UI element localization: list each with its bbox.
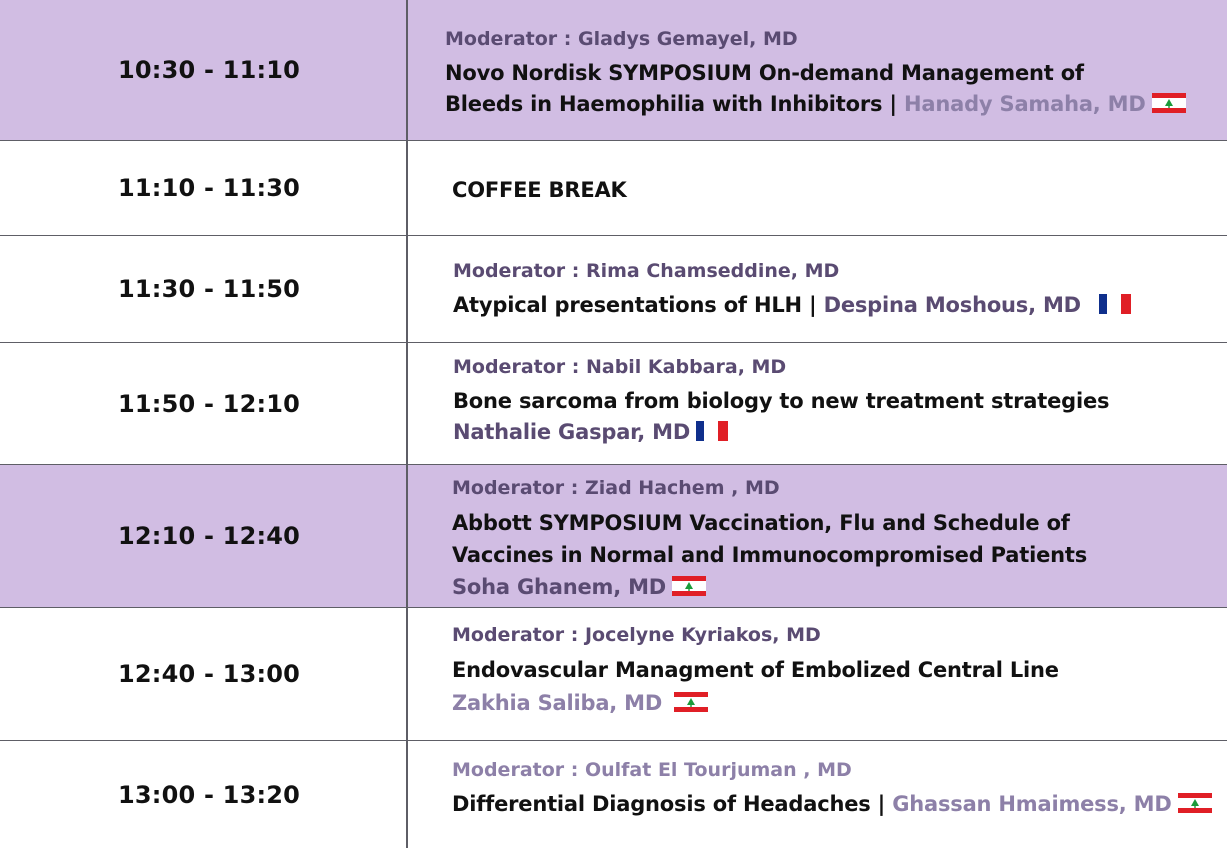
session-title-line: Bleeds in Haemophilia with Inhibitors |: [445, 92, 905, 116]
moderator-label: Moderator : Oulfat El Tourjuman , MD: [452, 759, 852, 781]
column-divider: [406, 608, 408, 740]
session-title-line: Novo Nordisk SYMPOSIUM On-demand Management of: [445, 61, 1084, 85]
france-flag-icon: [696, 421, 728, 441]
session-content: [453, 260, 1131, 321]
session-time: 12:10 - 12:40: [118, 522, 301, 550]
column-divider: [406, 236, 408, 342]
session-title-text: Differential Diagnosis of Headaches |: [452, 792, 893, 816]
moderator-label: Moderator : Jocelyne Kyriakos, MD: [452, 624, 821, 646]
moderator-label: Moderator : Nabil Kabbara, MD: [453, 356, 787, 378]
session-title-line: Vaccines in Normal and Immunocompromised Patients: [452, 543, 1088, 567]
session-title: COFFEE BREAK: [452, 178, 627, 202]
session-title: [453, 386, 1109, 448]
session-time: 11:50 - 12:10: [118, 389, 301, 418]
moderator-label: Moderator : Rima Chamseddine, MD: [453, 260, 840, 282]
schedule-row: [0, 141, 1227, 236]
lebanon-flag-icon: [1152, 93, 1186, 113]
column-divider: [406, 141, 408, 235]
session-time: 11:10 - 11:30: [118, 174, 301, 202]
session-time: 12:40 - 13:00: [118, 660, 301, 688]
column-divider: [406, 0, 408, 140]
moderator-label: Moderator : Ziad Hachem , MD: [452, 477, 780, 499]
schedule-row: [0, 465, 1227, 608]
schedule-row: [0, 0, 1227, 141]
session-title-text: Atypical presentations of HLH |: [453, 293, 824, 317]
session-title-line: Endovascular Managment of Embolized Central Line: [452, 658, 1059, 682]
schedule-row: [0, 343, 1227, 465]
session-title: [453, 290, 1131, 321]
session-title: [452, 789, 1212, 820]
speaker-name: Nathalie Gaspar, MD: [453, 420, 691, 444]
session-content: [445, 28, 1186, 120]
session-content: [452, 477, 1087, 603]
session-time: 10:30 - 11:10: [118, 56, 301, 84]
session-content: [452, 624, 1059, 720]
column-divider: [406, 741, 408, 848]
session-title: [452, 654, 1059, 720]
session-content: [453, 356, 1109, 448]
session-time: 11:30 - 11:50: [118, 275, 301, 303]
lebanon-flag-icon: [674, 692, 708, 712]
lebanon-flag-icon: [1178, 793, 1212, 813]
session-title: [445, 58, 1186, 120]
moderator-label: Moderator : Gladys Gemayel, MD: [445, 28, 798, 50]
session-content: [452, 759, 1212, 820]
schedule-row: [0, 608, 1227, 741]
session-content: [452, 175, 627, 206]
speaker-name: Ghassan Hmaimess, MD: [892, 792, 1172, 816]
column-divider: [406, 343, 408, 464]
session-title: [452, 507, 1087, 603]
session-title-line: Bone sarcoma from biology to new treatment strategies: [453, 389, 1110, 413]
session-title-line: Abbott SYMPOSIUM Vaccination, Flu and Schedule of: [452, 511, 1070, 535]
speaker-name: Soha Ghanem, MD: [452, 575, 667, 599]
speaker-name: Hanady Samaha, MD: [904, 92, 1146, 116]
schedule-row: [0, 741, 1227, 848]
lebanon-flag-icon: [672, 576, 706, 596]
session-time: 13:00 - 13:20: [118, 780, 301, 809]
speaker-name: Zakhia Saliba, MD: [452, 691, 663, 715]
column-divider: [406, 465, 408, 607]
speaker-name: Despina Moshous, MD: [823, 293, 1081, 317]
france-flag-icon: [1099, 294, 1131, 314]
schedule-row: [0, 236, 1227, 343]
